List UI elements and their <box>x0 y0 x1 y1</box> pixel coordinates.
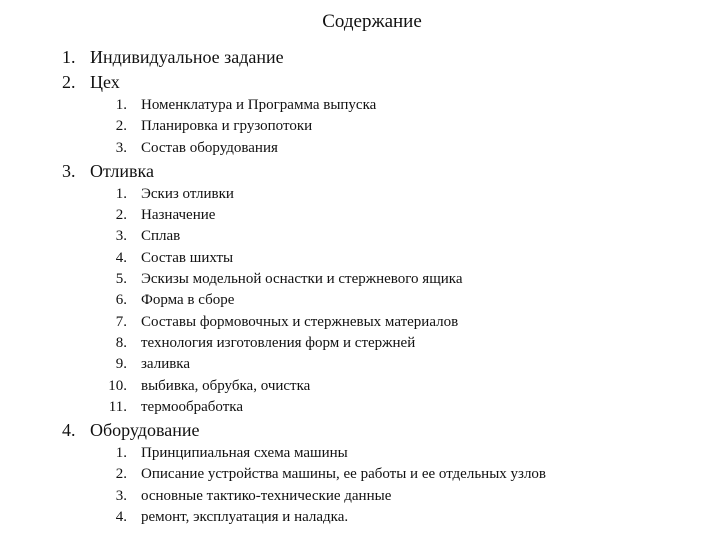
toc-subitem <box>0 138 726 159</box>
subitem-number: 8. <box>115 334 127 351</box>
subitem-number: 2. <box>115 466 127 483</box>
subitem-title: основные тактико-технические данные <box>141 487 392 504</box>
toc-subitem <box>0 333 726 354</box>
subitem-title: Планировка и грузопотоки <box>141 118 313 135</box>
toc-subitem <box>0 397 726 418</box>
section-title: Индивидуальное задание <box>90 47 284 67</box>
subitem-title: Назначение <box>141 207 216 224</box>
subitem-title: Сплав <box>141 228 181 245</box>
toc-subitem <box>0 354 726 375</box>
toc-section <box>0 418 726 443</box>
section-number: 2. <box>62 72 76 92</box>
toc-subitem <box>0 248 726 269</box>
subitem-title: Принципиальная схема машины <box>141 445 348 462</box>
subitem-number: 4. <box>115 509 127 526</box>
table-of-contents <box>0 45 726 528</box>
subitem-number: 1. <box>115 97 127 113</box>
subitem-title: термообработка <box>141 398 243 415</box>
subitem-number: 9. <box>115 356 127 373</box>
toc-section <box>0 70 726 95</box>
toc-subitem <box>0 184 726 205</box>
section-number: 1. <box>62 47 76 67</box>
subitem-title: Состав шихты <box>141 249 234 266</box>
section-title: Отливка <box>90 160 154 181</box>
subitem-number: 3. <box>115 228 127 245</box>
subitem-title: технология изготовления форм и стержней <box>141 334 416 351</box>
section-number: 4. <box>62 420 76 441</box>
subitem-title: Эскизы модельной оснастки и стержневого ящика <box>141 271 463 288</box>
subitem-number: 10. <box>108 377 127 394</box>
page-title: Содержание <box>322 11 422 32</box>
toc-subitem <box>0 443 726 464</box>
toc-subitem <box>0 116 726 137</box>
toc-subitem <box>0 464 726 485</box>
subitem-number: 1. <box>115 445 127 462</box>
subitem-number: 6. <box>115 292 127 309</box>
subitem-title: Номенклатура и Программа выпуска <box>141 97 377 113</box>
toc-subitem <box>0 269 726 290</box>
toc-subitem <box>0 95 726 116</box>
subitem-number: 1. <box>115 185 127 202</box>
subitem-title: Эскиз отливки <box>141 185 234 202</box>
toc-subitem <box>0 507 726 528</box>
subitem-number: 5. <box>115 271 127 288</box>
subitem-number: 4. <box>115 249 127 266</box>
toc-subitem <box>0 486 726 507</box>
section-title: Оборудование <box>90 420 200 441</box>
toc-section <box>0 159 726 184</box>
subitem-title: Форма в сборе <box>141 292 235 309</box>
subitem-title: выбивка, обрубка, очистка <box>141 377 311 394</box>
toc-subitem <box>0 312 726 333</box>
subitem-number: 7. <box>115 313 127 330</box>
subitem-number: 11. <box>108 398 127 415</box>
subitem-number: 3. <box>115 487 127 504</box>
subitem-title: заливка <box>141 356 191 373</box>
toc-subitem <box>0 226 726 247</box>
subitem-title: Состав оборудования <box>141 139 278 156</box>
subitem-number: 2. <box>115 118 127 135</box>
toc-subitem <box>0 290 726 311</box>
subitem-title: Составы формовочных и стержневых материалов <box>141 313 459 330</box>
section-title: Цех <box>90 72 120 92</box>
toc-subitem <box>0 376 726 397</box>
toc-subitem <box>0 205 726 226</box>
subitem-title: Описание устройства машины, ее работы и ее отдельных узлов <box>141 466 547 483</box>
section-number: 3. <box>62 160 76 181</box>
subitem-title: ремонт, эксплуатация и наладка. <box>141 509 349 526</box>
toc-section <box>0 45 726 70</box>
subitem-number: 3. <box>115 139 127 156</box>
subitem-number: 2. <box>115 207 127 224</box>
